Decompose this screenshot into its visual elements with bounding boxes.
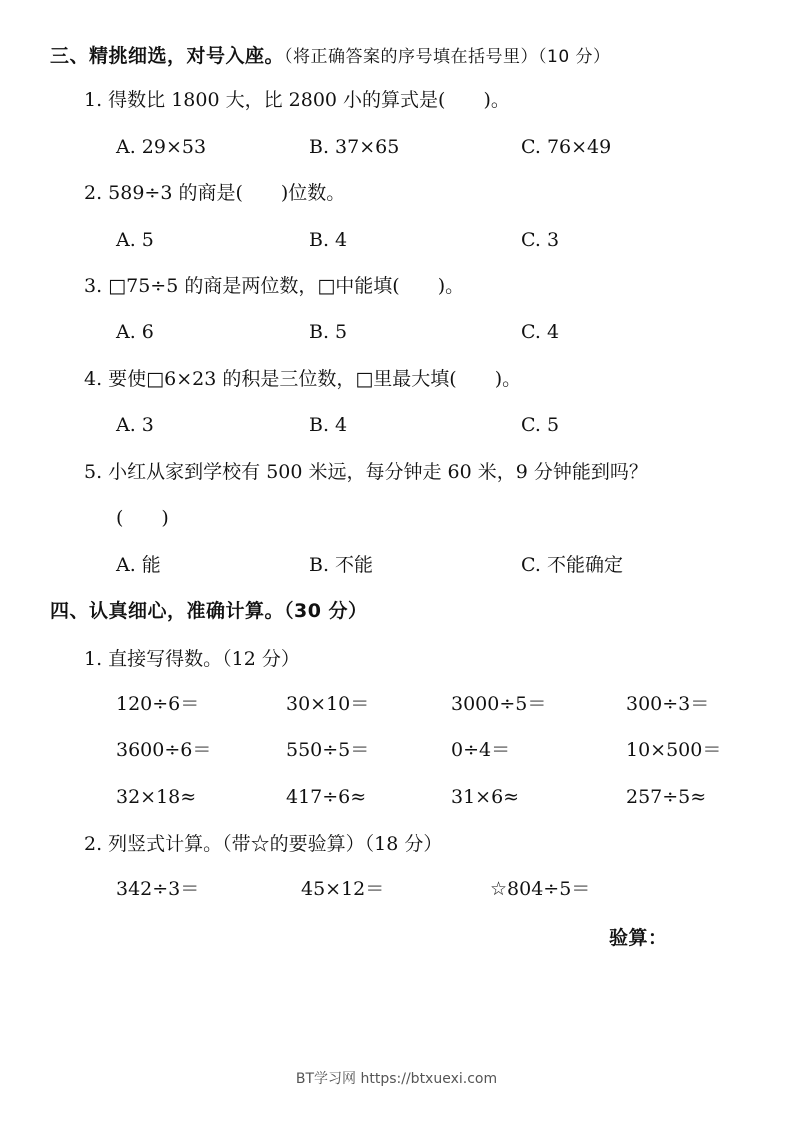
vertical-calc-3: ☆804÷5＝ <box>490 878 591 900</box>
question-1-option-b: B. 37×65 <box>309 136 400 158</box>
question-4-stem: 4. 要使□6×23 的积是三位数，□里最大填( )。 <box>84 368 522 390</box>
question-3-option-b: B. 5 <box>309 321 348 343</box>
question-1-option-c: C. 76×49 <box>521 136 612 158</box>
vertical-calc-2: 45×12＝ <box>301 878 385 900</box>
section-3-title: 三、精挑细选，对号入座。 <box>50 45 285 67</box>
vertical-calc-1: 342÷3＝ <box>116 878 200 900</box>
mental-calc-r2-c4: 10×500＝ <box>626 739 722 761</box>
question-3-option-a: A. 6 <box>116 321 154 343</box>
question-5-answer-blank: ( ) <box>116 507 169 529</box>
question-2-option-c: C. 3 <box>521 229 560 251</box>
footer-watermark: BT学习网 https://btxuexi.com <box>295 1071 498 1087</box>
section-4-title: 四、认真细心，准确计算。（30 分） <box>50 600 368 622</box>
question-1-option-a: A. 29×53 <box>116 136 207 158</box>
mental-calc-r1-c1: 120÷6＝ <box>116 693 200 715</box>
section-3-heading <box>50 44 611 69</box>
mental-calc-r3-c3: 31×6≈ <box>451 786 520 808</box>
mental-calc-r1-c4: 300÷3＝ <box>626 693 710 715</box>
question-3-stem: 3. □75÷5 的商是两位数，□中能填( )。 <box>84 275 465 297</box>
question-5-stem: 5. 小红从家到学校有 500 米远，每分钟走 60 米，9 分钟能到吗？ <box>84 461 648 483</box>
question-3-option-c: C. 4 <box>521 321 560 343</box>
mental-calc-r3-c1: 32×18≈ <box>116 786 197 808</box>
section-3-note: （将正确答案的序号填在括号里）（10 分） <box>284 47 611 67</box>
question-2-option-b: B. 4 <box>309 229 348 251</box>
question-5-option-b: B. 不能 <box>309 554 374 576</box>
part-2-title: 2. 列竖式计算。（带☆的要验算）（18 分） <box>84 833 443 855</box>
question-4-option-c: C. 5 <box>521 414 560 436</box>
mental-calc-r1-c3: 3000÷5＝ <box>451 693 547 715</box>
mental-calc-r1-c2: 30×10＝ <box>286 693 370 715</box>
mental-calc-r2-c2: 550÷5＝ <box>286 739 370 761</box>
question-2-stem: 2. 589÷3 的商是( )位数。 <box>84 182 346 204</box>
mental-calc-r3-c4: 257÷5≈ <box>626 786 707 808</box>
mental-calc-r2-c1: 3600÷6＝ <box>116 739 212 761</box>
question-1-stem: 1. 得数比 1800 大，比 2800 小的算式是( )。 <box>84 89 510 111</box>
mental-calc-r2-c3: 0÷4＝ <box>451 739 511 761</box>
check-label: 验算： <box>609 927 668 949</box>
question-5-option-c: C. 不能确定 <box>521 554 623 576</box>
part-1-title: 1. 直接写得数。（12 分） <box>84 648 300 670</box>
question-4-option-a: A. 3 <box>116 414 154 436</box>
mental-calc-r3-c2: 417÷6≈ <box>286 786 367 808</box>
question-2-option-a: A. 5 <box>116 229 154 251</box>
question-4-option-b: B. 4 <box>309 414 348 436</box>
question-5-option-a: A. 能 <box>116 554 161 576</box>
